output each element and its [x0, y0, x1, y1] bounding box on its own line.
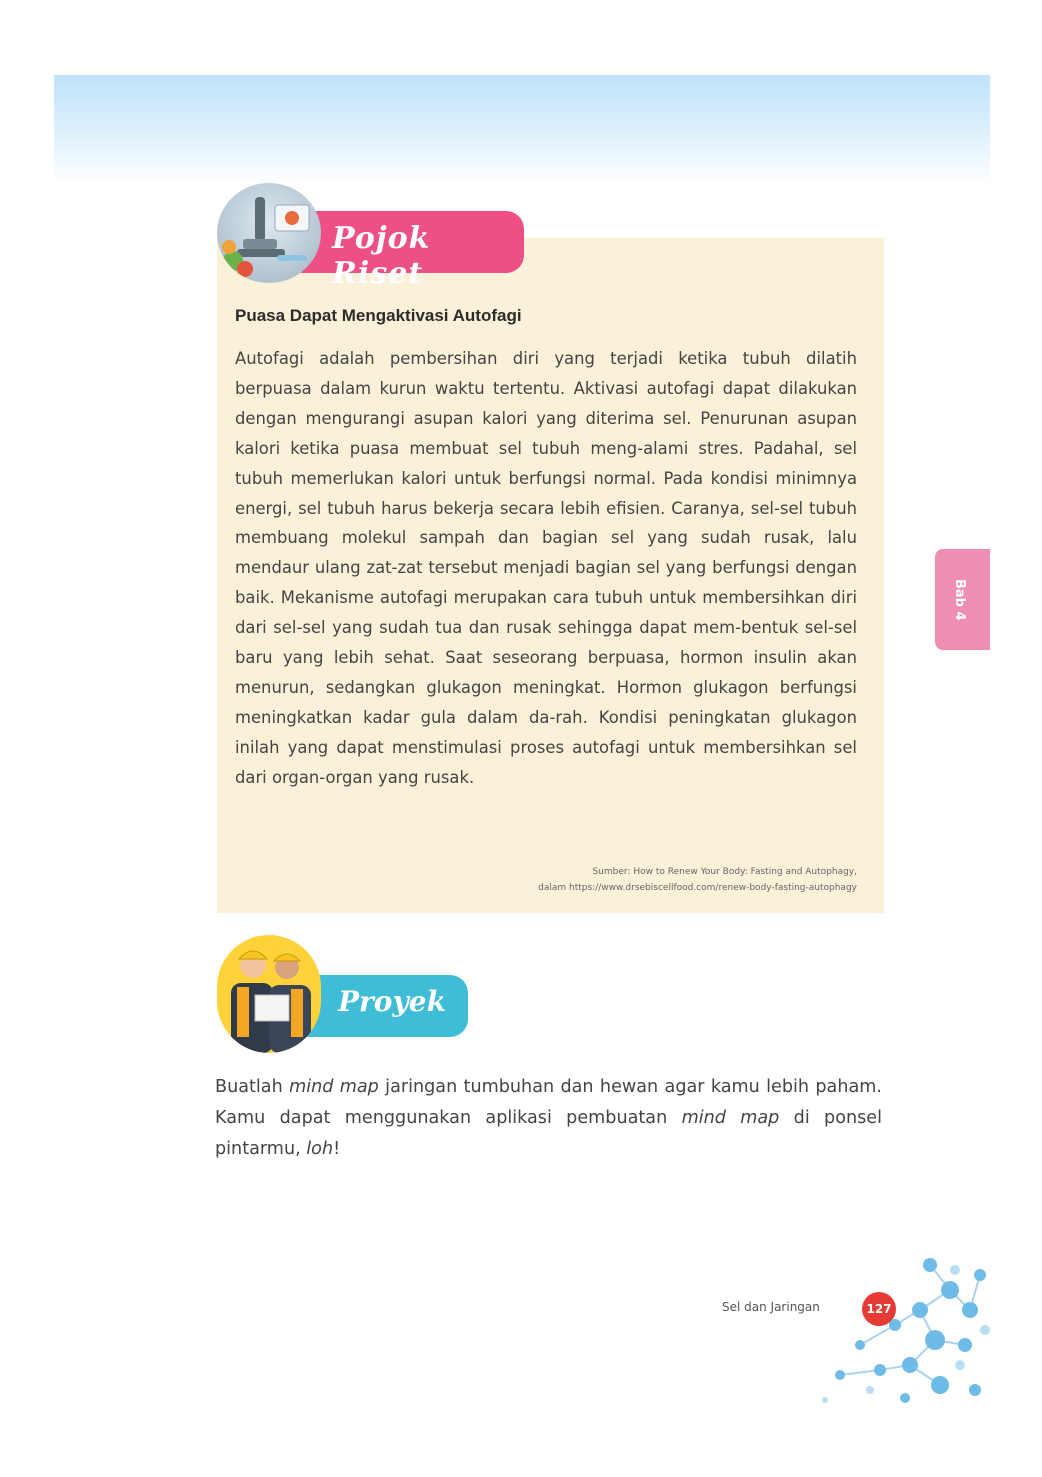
page-number: 127: [862, 1292, 896, 1326]
proyek-text-4: !: [333, 1139, 341, 1159]
riset-title: Puasa Dapat Mengaktivasi Autofagi: [235, 306, 522, 325]
proyek-text-3: di ponsel pintarmu,: [215, 1108, 883, 1159]
molecule-decoration-icon: [800, 1250, 995, 1410]
footer-chapter-label: Sel dan Jaringan: [722, 1300, 820, 1314]
lab-microscope-icon: [217, 183, 321, 283]
proyek-body-text: [215, 1072, 882, 1165]
riset-badge-label: Pojok Riset: [332, 221, 431, 291]
proyek-em-2: mind map: [681, 1108, 780, 1128]
chapter-side-tab-label: Bab 4: [952, 579, 967, 621]
proyek-text-1: Buatlah: [215, 1077, 290, 1097]
riset-badge: [300, 211, 524, 291]
proyek-em-3: loh: [306, 1139, 334, 1159]
proyek-em-1: mind map: [289, 1077, 379, 1097]
workers-illustration-icon: [217, 935, 321, 1053]
proyek-badge-label: Proyek: [338, 985, 446, 1018]
source-line-2: dalam https://www.drsebiscellfood.com/renew-body-fasting-autophagy: [538, 883, 857, 893]
proyek-badge: [300, 975, 468, 1037]
riset-body-text: Autofagi adalah pembersihan diri yang terjadi ketika tubuh dilatih berpuasa dalam kurun waktu tertentu. Aktivasi autofagi dapat dilakukan dengan mengurangi asupan kalori yang diterima sel. Penurunan asupan kalori ketika puasa membuat sel tubuh meng-alami stres. Padahal, sel tubuh memerlukan kalori untuk berfungsi normal. Pada kondisi minimnya energi, sel tubuh harus bekerja secara lebih efisien. Caranya, sel-sel tubuh membuang molekul sampah dan bagian sel yang sudah rusak, lalu mendaur ulang zat-zat tersebut menjadi bagian sel yang berfungsi dengan baik. Mekanisme autofagi merupakan cara tubuh untuk membersihkan diri dari sel-sel yang sudah tua dan rusak sehingga dapat mem-bentuk sel-sel baru yang lebih sehat. Saat seseorang berpuasa, hormon insulin akan menurun, sedangkan glukagon meningkat. Hormon glukagon berfungsi meningkatkan kadar gula dalam da-rah. Kondisi peningkatan glukagon inilah yang dapat menstimulasi proses autofagi untuk membersihkan sel dari organ-organ yang rusak.: [235, 349, 857, 787]
source-line-1: Sumber: How to Renew Your Body: Fasting and Autophagy,: [592, 867, 857, 877]
chapter-side-tab: [935, 549, 990, 650]
proyek-text-2: jaringan tumbuhan dan hewan agar kamu lebih paham. Kamu dapat menggunakan aplikasi pembuatan: [215, 1077, 882, 1128]
riset-source: [440, 864, 857, 896]
header-gradient-band: [54, 75, 990, 185]
